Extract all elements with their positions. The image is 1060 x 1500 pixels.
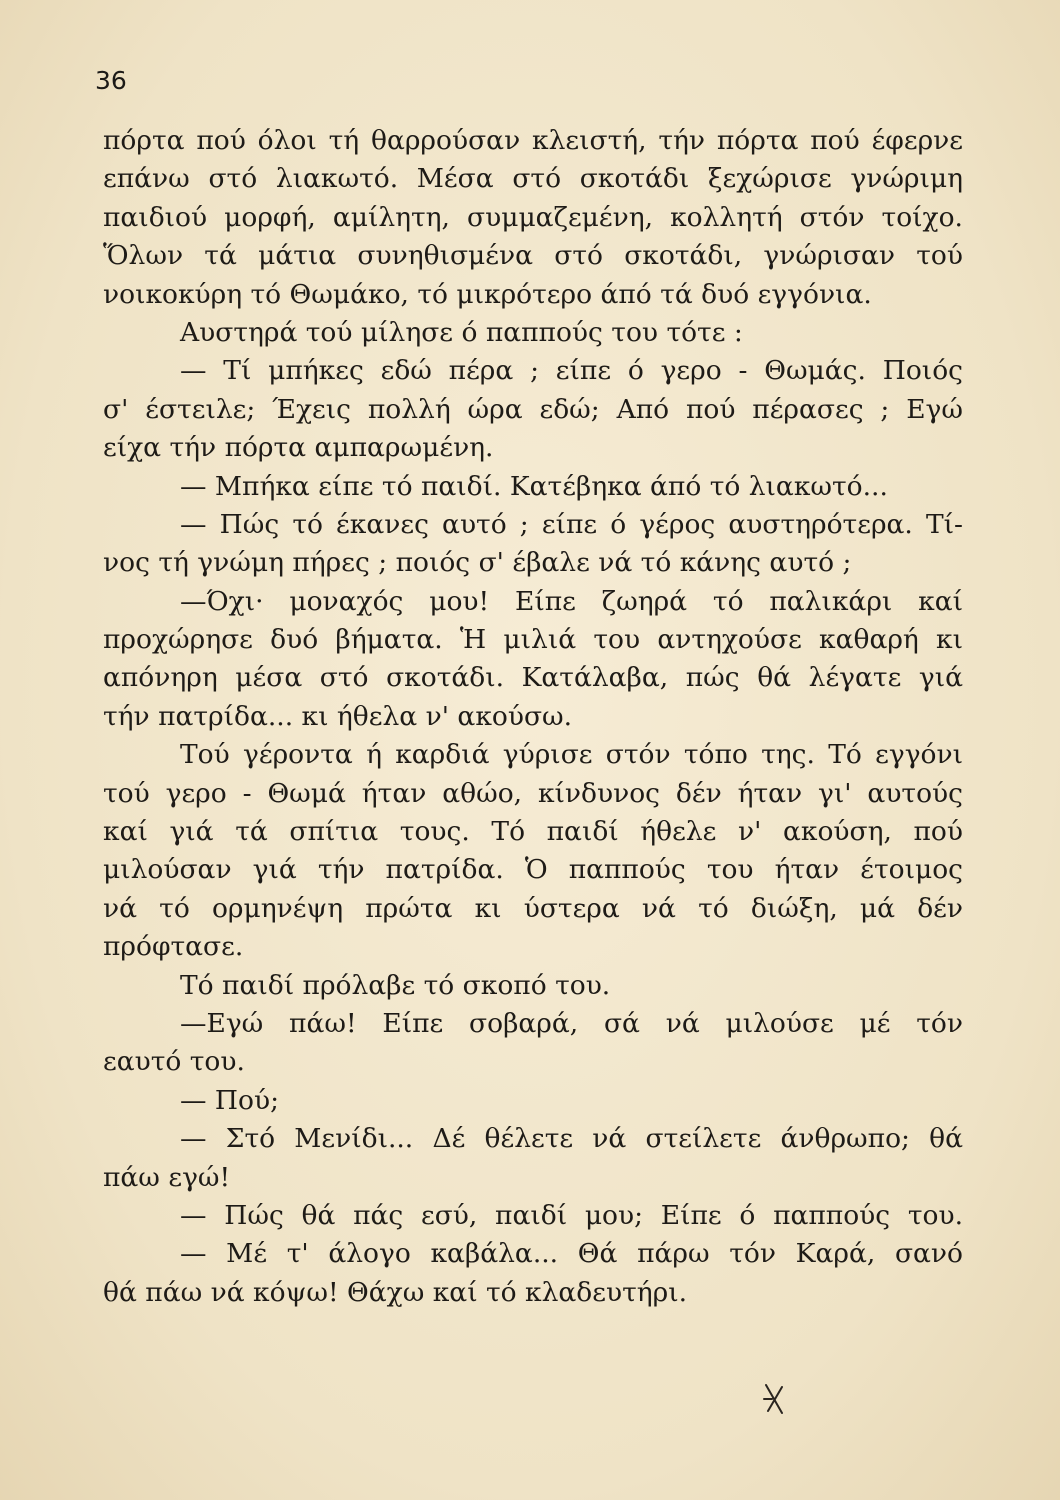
text-line: — Μέ τ' άλογο καβάλα... Θά πάρω τόν Καρά, σανό	[180, 1238, 963, 1270]
proofreading-mark-icon	[760, 1383, 790, 1415]
text-line: πάω εγώ!	[103, 1161, 231, 1193]
text-line: μιλούσαν γιά τήν πατρίδα. Ὁ παππούς του ήταν έτοιμος	[103, 854, 963, 886]
text-line: παιδιού μορφή, αμίλητη, συμμαζεμένη, κολλητή στόν τοίχο.	[103, 201, 963, 233]
text-line: εαυτό του.	[103, 1046, 245, 1078]
text-line: Αυστηρά τού μίλησε ό παππούς του τότε :	[180, 316, 743, 348]
text-line: προχώρησε δυό βήματα. Ἡ μιλιά του αντηχούσε καθαρή κι	[103, 624, 963, 656]
text-line: Ὅλων τά μάτια συνηθισμένα στό σκοτάδι, γνώρισαν τού	[103, 240, 963, 272]
text-line: είχα τήν πόρτα αμπαρωμένη.	[103, 432, 494, 464]
text-line: απόνηρη μέσα στό σκοτάδι. Κατάλαβα, πώς θά λέγατε γιά	[103, 662, 963, 694]
text-line: — Πώς θά πάς εσύ, παιδί μου; Είπε ό παππούς του.	[180, 1199, 963, 1231]
text-line: Τού γέροντα ή καρδιά γύρισε στόν τόπο της. Τό εγγόνι	[180, 739, 963, 771]
text-line: νος τή γνώμη πήρες ; ποιός σ' έβαλε νά τό κάνης αυτό ;	[103, 547, 852, 579]
text-line: — Στό Μενίδι... Δέ θέλετε νά στείλετε άνθρωπο; θά	[180, 1123, 963, 1155]
text-line: επάνω στό λιακωτό. Μέσα στό σκοτάδι ξεχώρισε γνώριμη	[103, 163, 963, 195]
text-line: τήν πατρίδα... κι ήθελα ν' ακούσω.	[103, 700, 573, 732]
text-line: — Πώς τό έκανες αυτό ; είπε ό γέρος αυστηρότερα. Τί-	[180, 508, 963, 540]
text-line: νοικοκύρη τό Θωμάκο, τό μικρότερο άπό τά δυό εγγόνια.	[103, 278, 872, 310]
text-line: νά τό ορμηνέψη πρώτα κι ύστερα νά τό διώξη, μά δέν	[103, 892, 963, 924]
body-text	[103, 122, 963, 1312]
text-line: — Μπήκα είπε τό παιδί. Κατέβηκα άπό τό λιακωτό...	[180, 470, 888, 502]
text-line: καί γιά τά σπίτια τους. Τό παιδί ήθελε ν' ακούση, πού	[103, 816, 963, 848]
text-line: — Πού;	[180, 1084, 280, 1116]
text-line: πόρτα πού όλοι τή θαρρούσαν κλειστή, τήν πόρτα πού έφερνε	[103, 125, 963, 156]
text-line: πρόφτασε.	[103, 931, 244, 963]
text-line: Τό παιδί πρόλαβε τό σκοπό του.	[180, 969, 611, 1001]
text-line: σ' έστειλε; Έχεις πολλή ώρα εδώ; Από πού πέρασες ; Εγώ	[103, 393, 963, 425]
text-line: —Εγώ πάω! Είπε σοβαρά, σά νά μιλούσε μέ τόν	[180, 1007, 963, 1039]
text-line: τού γερο - Θωμά ήταν αθώο, κίνδυνος δέν ήταν γι' αυτούς	[103, 777, 963, 809]
text-line: — Τί μπήκες εδώ πέρα ; είπε ό γερο - Θωμάς. Ποιός	[180, 355, 963, 387]
page-number: 36	[95, 66, 127, 95]
text-line: θά πάω νά κόψω! Θάχω καί τό κλαδευτήρι.	[103, 1276, 688, 1308]
text-line: —Όχι· μοναχός μου! Είπε ζωηρά τό παλικάρι καί	[180, 585, 963, 617]
